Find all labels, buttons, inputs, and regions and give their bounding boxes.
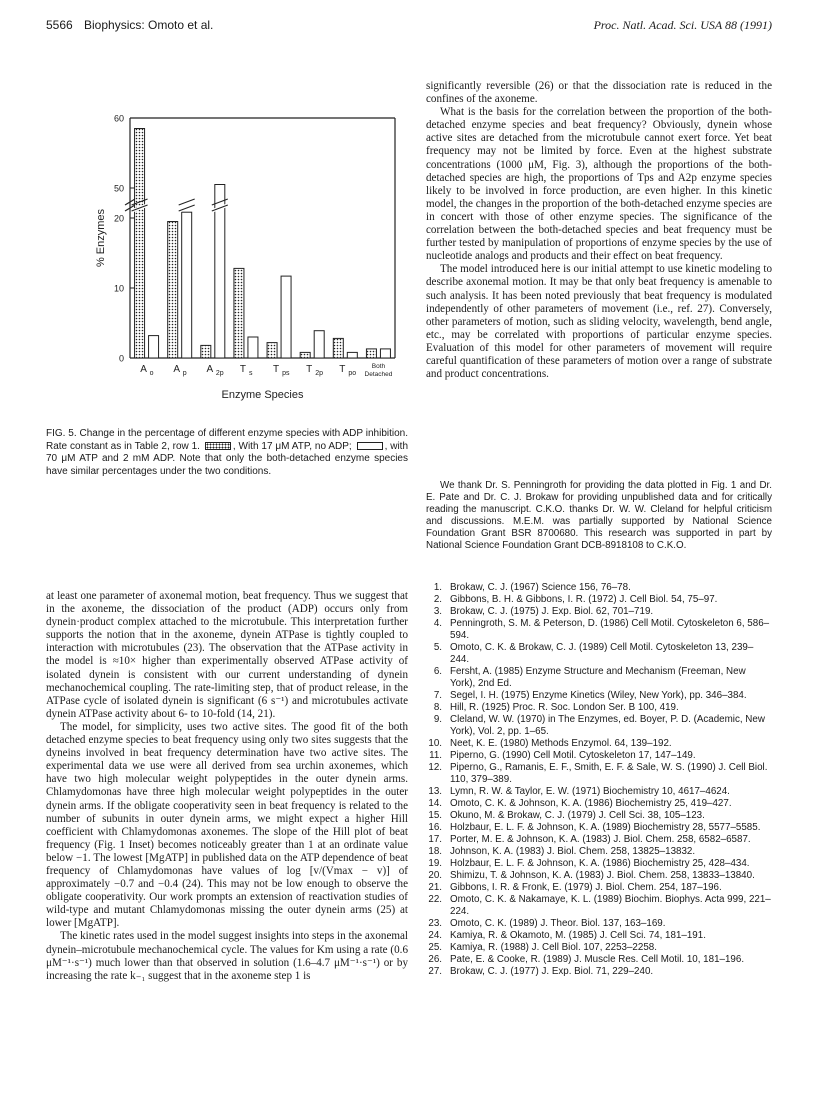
- reference-item: [426, 606, 772, 618]
- reference-number: 27.: [428, 966, 442, 977]
- reference-item: [426, 642, 772, 666]
- reference-item: [426, 798, 772, 810]
- bar: [347, 352, 357, 358]
- paragraph: The kinetic rates used in the model suggest insights into steps in the axonemal dynein–microtubule mechanochemical cycle. The values for Km using a rate (0.6 μM⁻¹·s⁻¹) much lower than that observed in solution (1.6–4.7 μM⁻¹·s⁻¹) or by increasing the rate k₋₁ suggest that in the axoneme step 1 is: [46, 930, 408, 982]
- category-label: A: [140, 364, 147, 375]
- reference-text: Omoto, C. K. (1989) J. Theor. Biol. 137, 163–169.: [450, 918, 666, 929]
- reference-item: [426, 894, 772, 918]
- reference-text: Lymn, R. W. & Taylor, E. W. (1971) Biochemistry 10, 4617–4624.: [450, 786, 730, 797]
- reference-text: Omoto, C. K. & Johnson, K. A. (1986) Biochemistry 25, 419–427.: [450, 798, 732, 809]
- reference-text: Fersht, A. (1985) Enzyme Structure and Mechanism (Freeman, New York), 2nd Ed.: [450, 666, 746, 689]
- category-subscript: o: [149, 370, 154, 377]
- paragraph: significantly reversible (26) or that the dissociation rate is reduced in the confines of the axoneme.: [426, 80, 772, 106]
- reference-text: Brokaw, C. J. (1967) Science 156, 76–78.: [450, 582, 631, 593]
- reference-number: 16.: [428, 822, 442, 833]
- bar: [366, 349, 376, 358]
- y-tick-label: 60: [113, 113, 124, 124]
- reference-number: 9.: [433, 714, 442, 725]
- category-label: Both: [371, 363, 386, 370]
- reference-number: 15.: [428, 810, 442, 821]
- caption-text-3: , with 70 μM ATP and 2 mM ADP. Note that only the both-detached enzyme species have similar percentages under the two conditions.: [46, 440, 409, 477]
- bar-break-mark: [179, 205, 195, 211]
- reference-number: 23.: [428, 918, 442, 929]
- category-label: T: [306, 364, 313, 375]
- reference-number: 4.: [433, 618, 442, 629]
- bar: [248, 337, 258, 358]
- reference-text: Kamiya, R. (1988) J. Cell Biol. 107, 2253–2258.: [450, 942, 657, 953]
- category-label: T: [239, 364, 246, 375]
- reference-item: [426, 582, 772, 594]
- reference-item: [426, 810, 772, 822]
- reference-number: 7.: [433, 690, 442, 701]
- reference-item: [426, 918, 772, 930]
- figure-caption: [46, 428, 408, 478]
- y-tick-label: 20: [113, 213, 124, 224]
- category-subscript: p: [182, 370, 187, 377]
- reference-text: Penningroth, S. M. & Peterson, D. (1986) Cell Motil. Cytoskeleton 6, 586–594.: [450, 618, 770, 641]
- reference-text: Pate, E. & Cooke, R. (1989) J. Muscle Res. Cell Motil. 10, 181–196.: [450, 954, 745, 965]
- category-subscript: s: [248, 370, 253, 377]
- reference-item: [426, 786, 772, 798]
- caption-text-1: FIG. 5. Change in the percentage of different enzyme species with ADP inhibition. Rate constant as in Table 2, row 1.: [46, 428, 408, 452]
- bar: [300, 352, 310, 358]
- reference-list: [426, 582, 772, 978]
- bar: [380, 349, 390, 358]
- reference-text: Brokaw, C. J. (1977) J. Exp. Biol. 71, 229–240.: [450, 966, 654, 977]
- reference-text: Gibbons, B. H. & Gibbons, I. R. (1972) J. Cell Biol. 54, 75–97.: [450, 594, 718, 605]
- reference-text: Hill, R. (1925) Proc. R. Soc. London Ser. B 100, 419.: [450, 702, 679, 713]
- reference-item: [426, 966, 772, 978]
- reference-number: 20.: [428, 870, 442, 881]
- bar: [182, 212, 192, 358]
- reference-number: 13.: [428, 786, 442, 797]
- category-subscript: po: [348, 370, 357, 377]
- bar: [234, 268, 244, 358]
- running-head: Biophysics: Omoto et al.: [84, 18, 214, 32]
- reference-item: [426, 702, 772, 714]
- category-label: Detached: [364, 371, 393, 378]
- bar: [168, 222, 178, 359]
- page-number: 5566: [46, 18, 73, 32]
- reference-item: [426, 834, 772, 846]
- bar: [333, 338, 343, 358]
- category-label: T: [339, 364, 346, 375]
- reference-item: [426, 846, 772, 858]
- reference-text: Piperno, G., Ramanis, E. F., Smith, E. F. & Sale, W. S. (1990) J. Cell Biol. 110, 379–389.: [450, 762, 768, 785]
- reference-number: 8.: [433, 702, 442, 713]
- x-axis-label: Enzyme Species: [221, 389, 304, 401]
- reference-number: 18.: [428, 846, 442, 857]
- reference-text: Omoto, C. K. & Nakamaye, K. L. (1989) Biochim. Biophys. Acta 999, 221–224.: [450, 894, 771, 917]
- reference-text: Kamiya, R. & Okamoto, M. (1985) J. Cell Sci. 74, 181–191.: [450, 930, 706, 941]
- figure-5-bar-chart: [60, 80, 400, 410]
- reference-number: 1.: [433, 582, 442, 593]
- reference-item: [426, 930, 772, 942]
- reference-number: 19.: [428, 858, 442, 869]
- bar: [314, 331, 324, 358]
- reference-number: 12.: [428, 762, 442, 773]
- reference-item: [426, 942, 772, 954]
- bar: [267, 343, 277, 358]
- reference-text: Gibbons, I. R. & Fronk, E. (1979) J. Biol. Chem. 254, 187–196.: [450, 882, 722, 893]
- paragraph: What is the basis for the correlation between the proportion of the both-detached enzyme species and beat frequency? Obviously, dynein whose active sites are detached from the microtubule cannot exert force. Yet beat frequency may not be limited by force. Even at the highest substrate concentrations (1000 μM, Fig. 3), although the proportions of the both-detached species are high, the proportions of Tps and A2p enzyme species likely to be involved in force production, are even higher. In this kinetic model, the changes in the proportion of the both-detached enzyme species are in concert with those of other enzyme species. The significance of the correlation between the both-detached species and beat frequency must be further tested by manipulation of proportions of enzyme species by the use of nucleotide analogs and products and their effect on beat frequency.: [426, 106, 772, 263]
- reference-number: 17.: [428, 834, 442, 845]
- reference-number: 14.: [428, 798, 442, 809]
- reference-text: Brokaw, C. J. (1975) J. Exp. Biol. 62, 701–719.: [450, 606, 654, 617]
- reference-text: Shimizu, T. & Johnson, K. A. (1983) J. Biol. Chem. 258, 13833–13840.: [450, 870, 755, 881]
- reference-number: 24.: [428, 930, 442, 941]
- reference-text: Porter, M. E. & Johnson, K. A. (1983) J. Biol. Chem. 258, 6582–6587.: [450, 834, 751, 845]
- category-subscript: ps: [282, 370, 290, 377]
- reference-item: [426, 690, 772, 702]
- reference-item: [426, 954, 772, 966]
- reference-item: [426, 882, 772, 894]
- dotted-bar-legend-swatch: [205, 442, 231, 450]
- left-column-text: [46, 590, 408, 983]
- reference-text: Piperno, G. (1990) Cell Motil. Cytoskeleton 17, 147–149.: [450, 750, 696, 761]
- reference-item: [426, 822, 772, 834]
- paragraph: The model, for simplicity, uses two active sites. The good fit of the both detached enzyme species to beat frequency using only two sites suggests that the dyneins involved in beat frequency determination have two active sites. The experimental data we use were all derived from sea urchin axonemes, which have two high molecular weight polypeptides in the outer dynein arms. Chlamydomonas have three high molecular weight polypeptides in the outer dynein arms. If the obligate cooperativity seen in beat frequency is related to the number of subunits in outer dynein arms, we might expect a higher Hill coefficient with Chlamydomonas axonemes. The slope of the Hill plot of beat frequency (Fig. 1 Inset) becomes noticeably greater than 1 at an ordinate value below −1. The lowest [MgATP] in published data on the ATP dependence of beat frequency of Chlamydomonas have values of log [v/(Vmax − v)] of approximately −0.7 and −0.4 (24). This may not be low enough to observe the obligate cooperativity. Our work prompts an extension of reactivation studies of wild-type and mutant Chlamydomonas missing the outer dynein arms (25) at lower [MgATP].: [46, 720, 408, 930]
- reference-number: 5.: [433, 642, 442, 653]
- paragraph: The model introduced here is our initial attempt to use kinetic modeling to describe axonemal motion. It may be that only beat frequency is amenable to such analysis. It has been noted previously that beat frequency is modulated independently of other parameters of movement (i.e., ref. 27). Conversely, other parameters of motion, such as sliding velocity, wavelength, bend angle, etc., may be correlated with proportions of particular enzyme species. Evaluation of this model for other parameters of movement will require careful quantification of these parameters of motion over a range of substrate and product concentrations.: [426, 263, 772, 381]
- reference-number: 10.: [428, 738, 442, 749]
- reference-text: Segel, I. H. (1975) Enzyme Kinetics (Wiley, New York), pp. 346–384.: [450, 690, 747, 701]
- reference-text: Johnson, K. A. (1983) J. Biol. Chem. 258, 13825–13832.: [450, 846, 696, 857]
- reference-number: 26.: [428, 954, 442, 965]
- reference-item: [426, 738, 772, 750]
- category-label: A: [173, 364, 181, 375]
- reference-item: [426, 750, 772, 762]
- bar: [281, 276, 291, 358]
- journal-citation: Proc. Natl. Acad. Sci. USA 88 (1991): [593, 18, 772, 32]
- reference-number: 3.: [433, 606, 442, 617]
- y-tick-label: 50: [113, 183, 124, 194]
- reference-number: 2.: [433, 594, 442, 605]
- reference-item: [426, 618, 772, 642]
- reference-text: Okuno, M. & Brokaw, C. J. (1979) J. Cell Sci. 38, 105–123.: [450, 810, 705, 821]
- reference-text: Cleland, W. W. (1970) in The Enzymes, ed. Boyer, P. D. (Academic, New York), Vol. 2, pp. 1–65.: [450, 714, 765, 737]
- reference-text: Neet, K. E. (1980) Methods Enzymol. 64, 139–192.: [450, 738, 672, 749]
- reference-item: [426, 666, 772, 690]
- category-label: A: [206, 364, 214, 375]
- reference-item: [426, 594, 772, 606]
- reference-item: [426, 858, 772, 870]
- caption-text-2: , With 17 μM ATP, no ADP;: [232, 440, 352, 452]
- reference-item: [426, 762, 772, 786]
- bar: [135, 129, 145, 359]
- reference-number: 22.: [428, 894, 442, 905]
- reference-number: 21.: [428, 882, 442, 893]
- category-subscript: 2p: [315, 370, 323, 377]
- y-axis-label: % Enzymes: [95, 208, 107, 268]
- y-tick-label: 10: [113, 283, 124, 294]
- category-label: T: [273, 364, 280, 375]
- acknowledgments: We thank Dr. S. Penningroth for providing the data plotted in Fig. 1 and Dr. E. Pate and Dr. C. J. Brokaw for providing unpublished data and for critically reading the manuscript. C.K.O. thanks Dr. W. W. Cleland for helpful criticism and discussions. M.E.M. was partially supported by National Science Foundation Grant BSR 8700680. This research was supported in part by National Science Foundation Grant DCB-8918108 to C.K.O.: [426, 480, 772, 551]
- reference-text: Holzbaur, E. L. F. & Johnson, K. A. (1986) Biochemistry 25, 428–434.: [450, 858, 750, 869]
- right-column-text: [426, 80, 772, 381]
- reference-number: 11.: [429, 750, 442, 761]
- reference-number: 6.: [433, 666, 442, 677]
- bar: [149, 336, 159, 358]
- reference-text: Omoto, C. K. & Brokaw, C. J. (1989) Cell Motil. Cytoskeleton 13, 239–244.: [450, 642, 754, 665]
- reference-item: [426, 870, 772, 882]
- reference-number: 25.: [428, 942, 442, 953]
- paragraph: at least one parameter of axonemal motion, beat frequency. Thus we suggest that in the axoneme, the dissociation of the product (ADP) occurs only from dynein·product complex attached to the microtubule. This interpretation further supports the notion that in the axoneme, dynein ATPase is tightly coupled to interaction with microtubules (23). The observation that the ATPase activity in the model is ≈10× higher than experimentally observed ATPase activity of isolated dynein is consistent with our current understanding of dynein mechanochemical coupling. The rate-limiting step, that of product release, in the ATPase cycle of isolated dynein is significant (6 s⁻¹) and microtubules activate dynein ATPase activity about 6- to 10-fold (14, 21).: [46, 590, 408, 720]
- reference-item: [426, 714, 772, 738]
- open-bar-legend-swatch: [357, 442, 383, 450]
- reference-text: Holzbaur, E. L. F. & Johnson, K. A. (1989) Biochemistry 28, 5577–5585.: [450, 822, 761, 833]
- bar: [201, 345, 211, 358]
- y-tick-label: 0: [118, 353, 124, 364]
- category-subscript: 2p: [215, 370, 224, 377]
